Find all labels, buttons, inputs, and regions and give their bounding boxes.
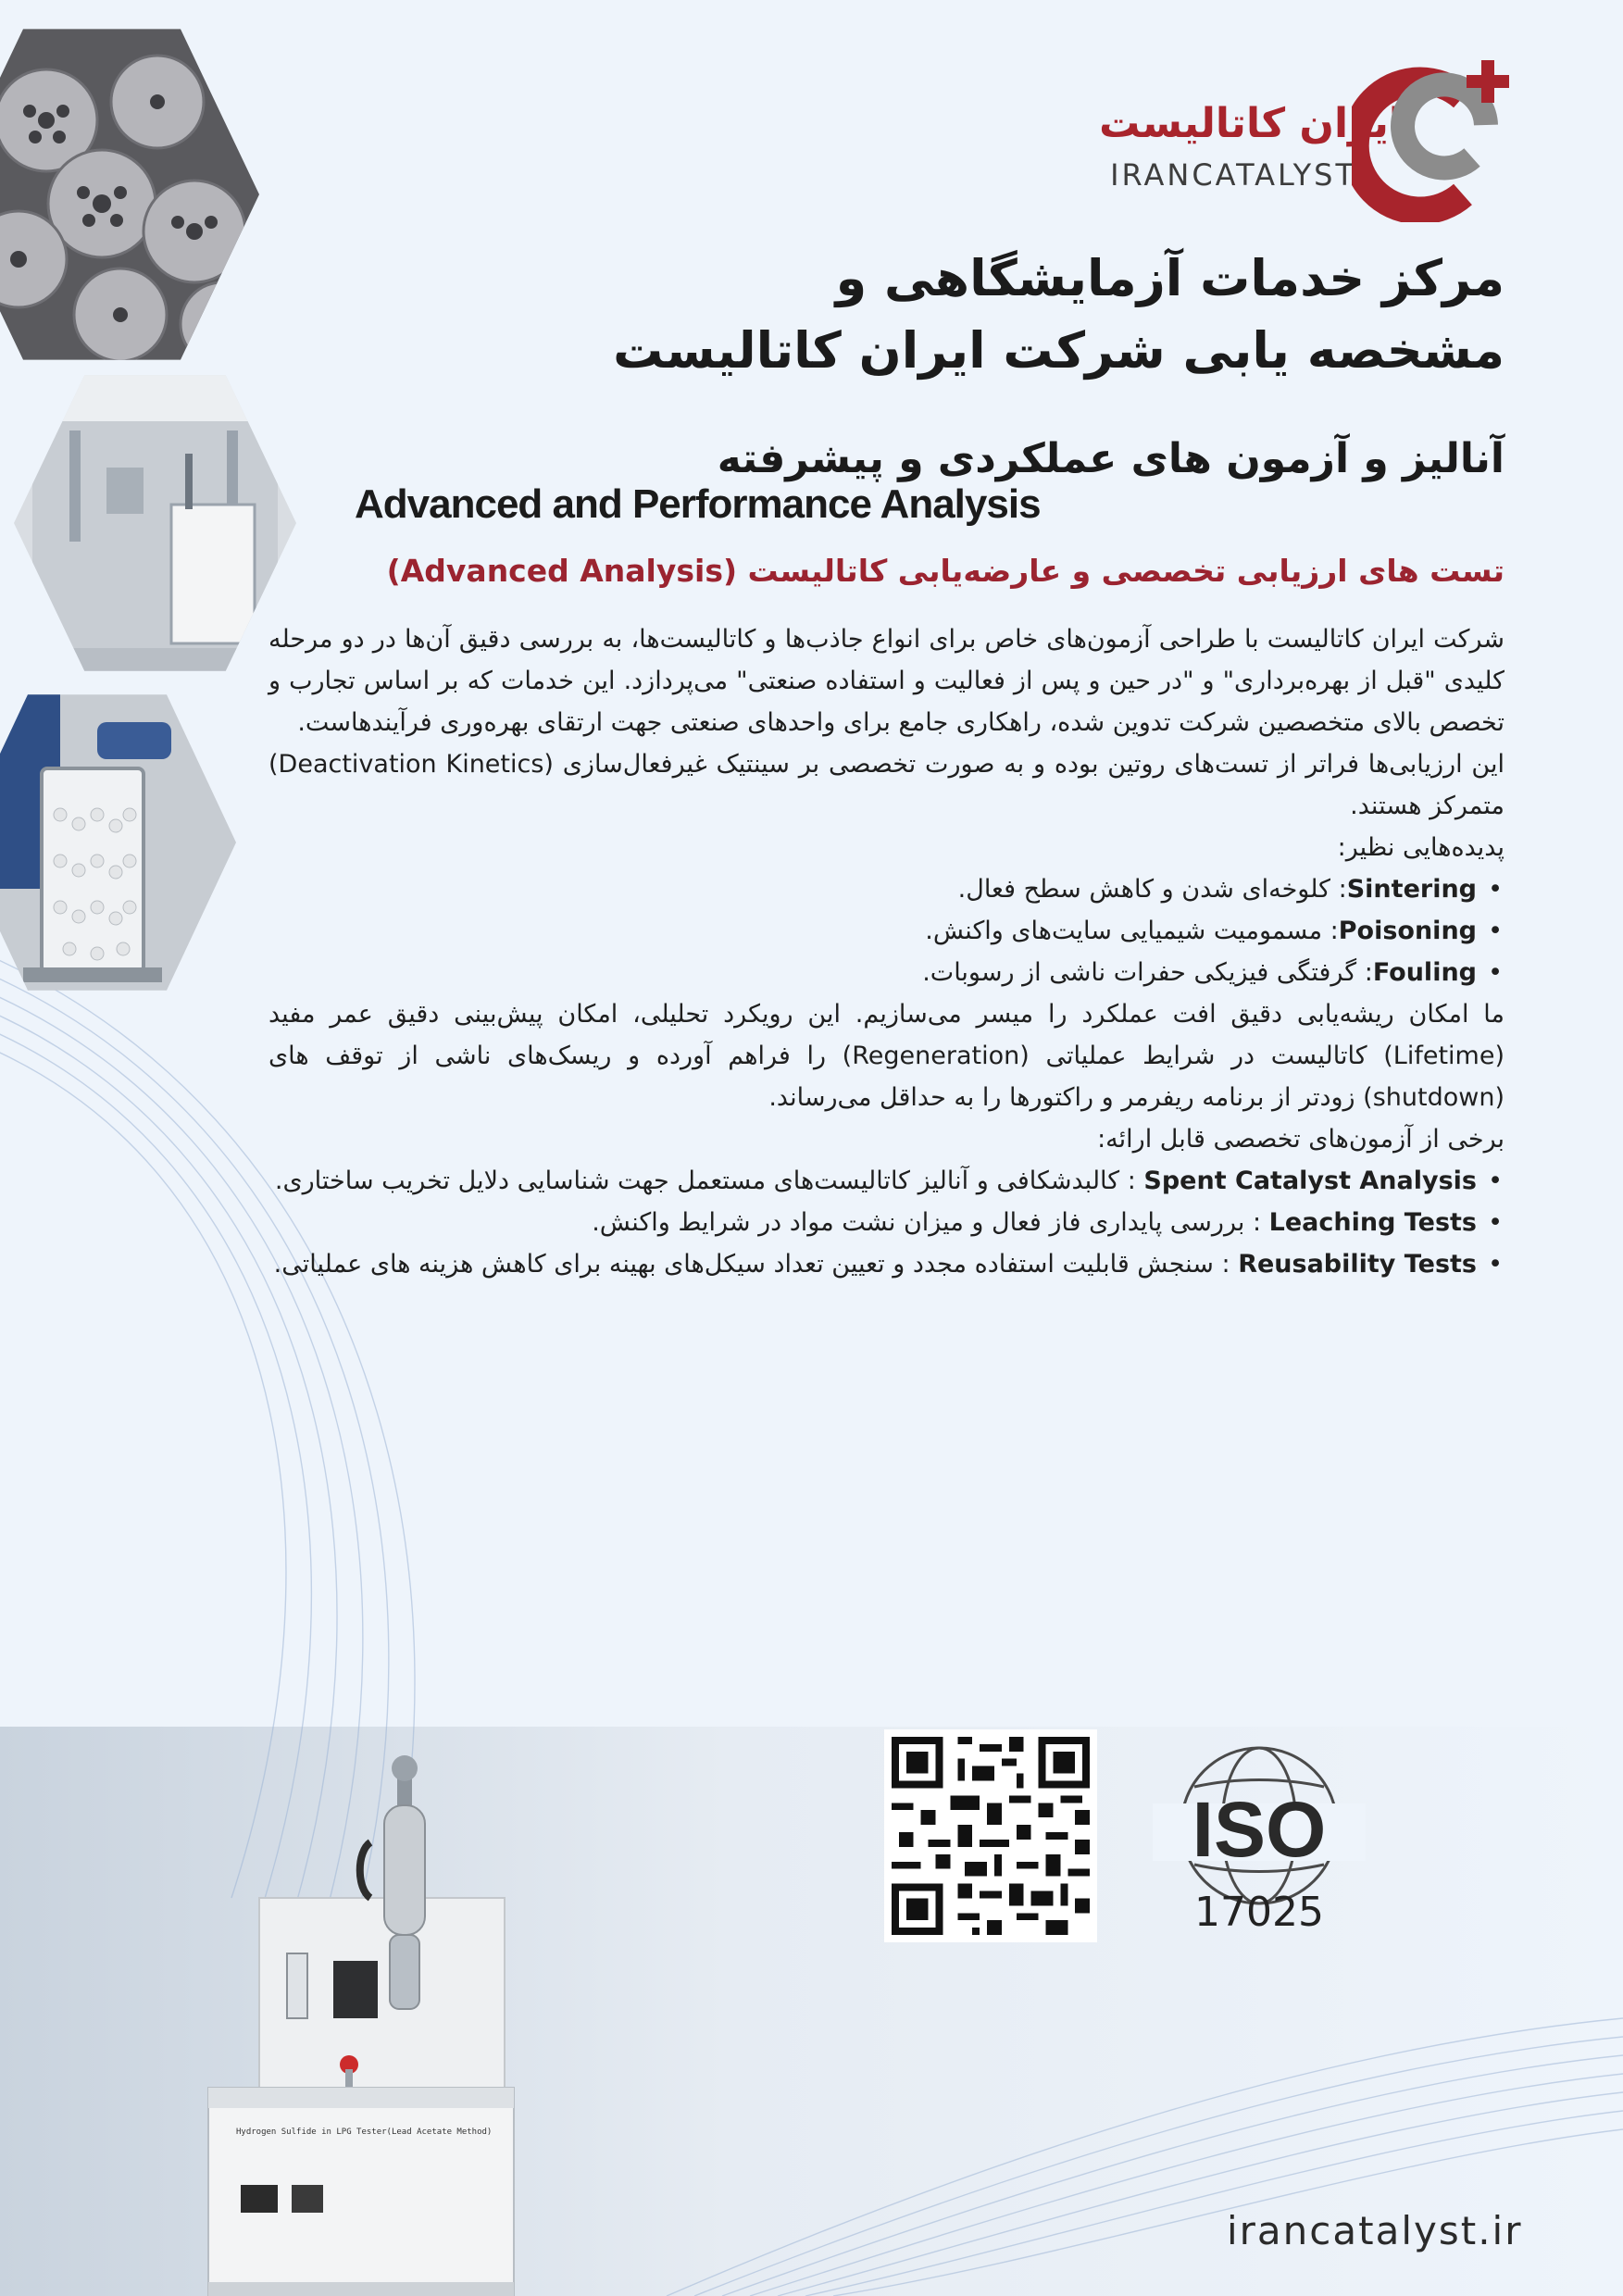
brand-name-en: IRANCATALYST bbox=[1110, 157, 1356, 193]
brand-logo bbox=[1099, 46, 1518, 222]
iso-label: ISO bbox=[1192, 1786, 1327, 1873]
list-item: • Fouling: گرفتگی فیزیکی حفرات ناشی از رسوبات. bbox=[268, 952, 1477, 993]
paragraph-intro: شرکت ایران کاتالیست با طراحی آزمون‌های خاص برای انواع جاذب‌ها و کاتالیست‌ها، به بررسی دقیق آن‌ها در دو مرحله کلیدی "قبل از بهره‌برداری" و "در حین و پس از فعالیت و استفاده صنعتی" می‌پردازد. این خدمات که بر اساس تجارب و تخصص بالای متخصصین شرکت تدوین شده، راهکاری جامع برای واحدهای صنعتی جهت ارتقای بهره‌وری فرآیندهاست. bbox=[268, 625, 1504, 737]
paragraph-root-cause: ما امکان ریشه‌یابی دقیق افت عملکرد را میسر می‌سازیم. این رویکرد تحلیلی، امکان پیش‌بینی دقیق عمر مفید (Lifetime) کاتالیست در شرایط عملیاتی (Regeneration) را فراهم آورده و ریسک‌های ناشی از توقف های (shutdown) زودتر از برنامه ریفرمر و راکتورها را به حداقل می‌رساند. bbox=[268, 1000, 1504, 1112]
list-item: • Reusability Tests : سنجش قابلیت استفاده مجدد و تعیین تعداد سیکل‌های بهینه برای کاهش هزینه های عملیاتی. bbox=[268, 1243, 1477, 1285]
list-item: • Sintering: کلوخه‌ای شدن و کاهش سطح فعال. bbox=[268, 868, 1477, 910]
list-item: • Leaching Tests : بررسی پایداری فاز فعال و میزان نشت مواد در شرایط واکنش. bbox=[268, 1202, 1477, 1243]
section-title-en: Advanced and Performance Analysis bbox=[355, 481, 1041, 527]
website-link[interactable]: irancatalyst.ir bbox=[1227, 2208, 1523, 2253]
qr-code-icon[interactable] bbox=[884, 1729, 1097, 1942]
brand-logo-icon bbox=[1352, 46, 1518, 222]
paragraph-tests-intro: برخی از آزمون‌های تخصصی قابل ارائه: bbox=[1097, 1125, 1504, 1154]
lab-tester-device-image bbox=[171, 1750, 532, 2296]
paragraph-deactivation: این ارزیابی‌ها فراتر از تست‌های روتین بوده و به صورت تخصصی بر سینتیک غیرفعال‌سازی (Deactivation Kinetics) متمرکز هستند. bbox=[268, 750, 1504, 820]
section-heading: تست های ارزیابی تخصصی و عارضه‌یابی کاتالیست (Advanced Analysis) bbox=[386, 553, 1504, 589]
page-title bbox=[613, 243, 1504, 387]
page-title-line1: مرکز خدمات آزمایشگاهی و bbox=[835, 249, 1504, 307]
tests-list bbox=[268, 1160, 1504, 1285]
body-text bbox=[268, 618, 1504, 1285]
section-title-fa: آنالیز و آزمون های عملکردی و پیشرفته bbox=[717, 435, 1504, 482]
paragraph-phenomena-intro: پدیده‌هایی نظیر: bbox=[1337, 833, 1504, 862]
page-title-line2: مشخصه یابی شرکت ایران کاتالیست bbox=[613, 321, 1504, 380]
iso-standard-number: 17025 bbox=[1194, 1889, 1324, 1936]
phenomena-list bbox=[268, 868, 1504, 993]
list-item: • Spent Catalyst Analysis : کالبدشکافی و آنالیز کاتالیست‌های مستعمل جهت شناسایی دلایل تخریب ساختاری. bbox=[268, 1160, 1477, 1202]
brand-name-fa: ایران کاتالیست bbox=[1099, 100, 1403, 147]
list-item: • Poisoning: مسمومیت شیمیایی سایت‌های واکنش. bbox=[268, 910, 1477, 952]
device-label: Hydrogen Sulfide in LPG Tester(Lead Acetate Method) bbox=[236, 2128, 493, 2137]
